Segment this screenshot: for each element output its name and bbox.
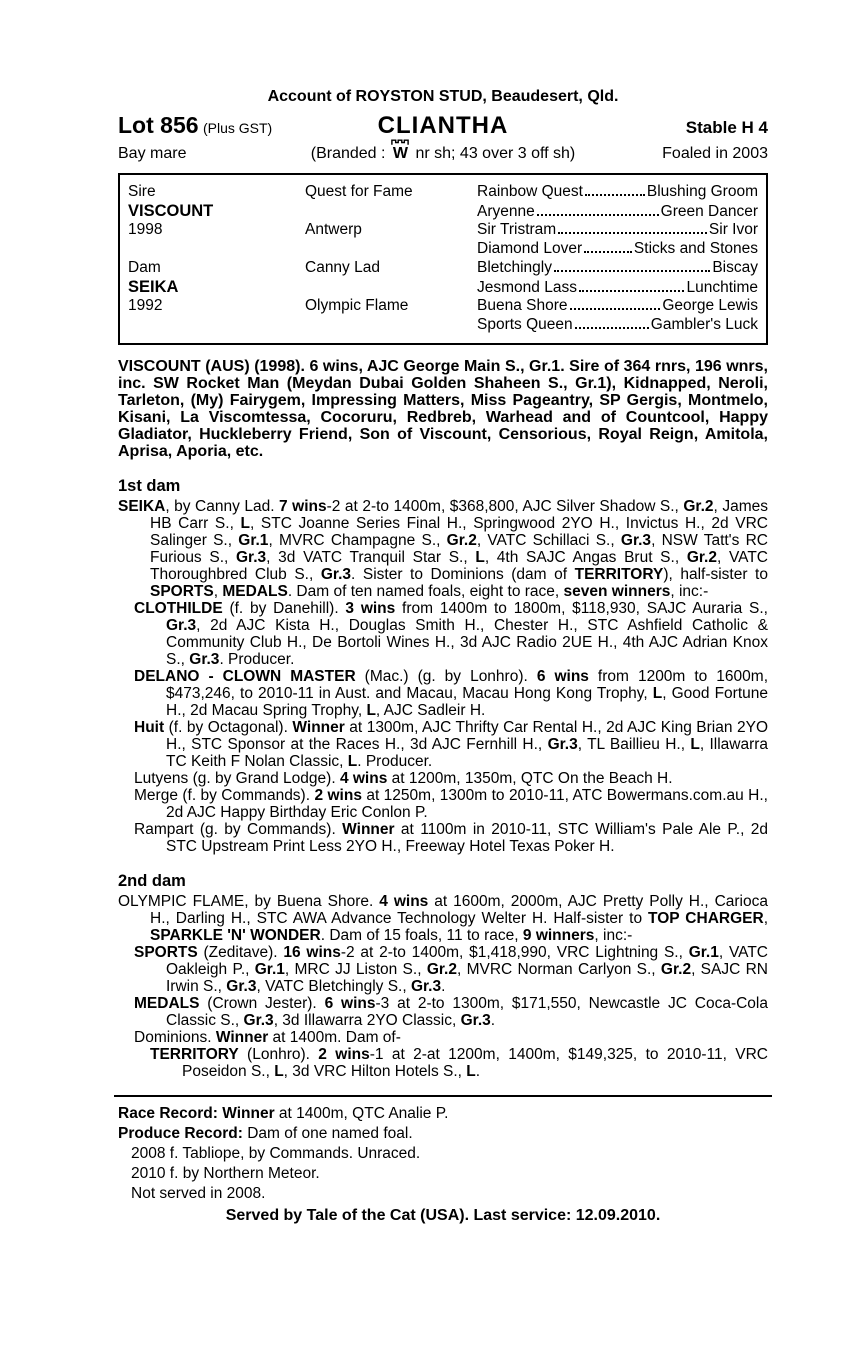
brand-prefix: (Branded : xyxy=(310,145,390,162)
seika-paragraph: SEIKA, by Canny Lad. 7 wins-2 at 2-to 1400m, $368,800, AJC Silver Shadow S., Gr.2, James HB Carr S., L, STC Joanne Series Final H., Springwood 2YO H., Invictus H., 2d VRC Salinger S., Gr.1, MVRC Champagne S., Gr.2, VATC Schillaci S., Gr.3, NSW Tatt's RC Furious S., Gr.3, 3d VATC Tranquil Star S., L, 4th SAJC Angas Brut S., Gr.2, VATC Thoroughbred Club S., Gr.3. Sister to Dominions (dam of TERRITORY), half-sister to SPORTS, MEDALS. Dam of ten named foals, eight to race, seven winners, inc:- xyxy=(118,498,769,600)
pedigree-right-name: Gambler's Luck xyxy=(650,316,758,333)
grandparent-row xyxy=(477,183,758,201)
pedigree-left-name: Sports Queen xyxy=(477,316,573,333)
sire-role-label: Sire xyxy=(128,183,156,200)
pedigree-row xyxy=(128,240,758,259)
sire-year: 1998 xyxy=(128,221,163,238)
medals-paragraph: MEDALS (Crown Jester). 6 wins-3 at 2-to 1300m, $171,550, Newcastle JC Coca-Cola Classic S., Gr.3, 3d Illawarra 2YO Classic, Gr.3. xyxy=(134,995,768,1029)
dam-sire-name: Canny Lad xyxy=(305,259,380,276)
pedigree-right-name: Sir Ivor xyxy=(708,221,758,238)
second-dam-heading: 2nd dam xyxy=(118,872,186,890)
pedigree-left-name: Aryenne xyxy=(477,203,535,220)
pedigree-row xyxy=(128,202,758,221)
grandparent-row xyxy=(477,221,758,239)
territory-paragraph: TERRITORY (Lonhro). 2 wins-1 at 2-at 1200m, 1400m, $149,325, to 2010-11, VRC Poseidon S., L, 3d VRC Hilton Hotels S., L. xyxy=(150,1046,768,1080)
leader-dots xyxy=(584,251,632,253)
produce-record-line: Produce Record: Dam of one named foal. xyxy=(118,1125,413,1142)
pedigree-left-name: Buena Shore xyxy=(477,297,568,314)
leader-dots xyxy=(537,214,659,216)
plus-gst-label: (Plus GST) xyxy=(202,120,273,136)
pedigree-left-name: Jesmond Lass xyxy=(477,279,577,296)
leader-dots xyxy=(558,232,707,234)
pedigree-right-name: Sticks and Stones xyxy=(633,240,758,257)
leader-dots xyxy=(575,327,649,329)
sports-paragraph: SPORTS (Zeditave). 16 wins-2 at 2-to 1400m, $1,418,990, VRC Lightning S., Gr.1, VATC Oakleigh P., Gr.1, MRC JJ Liston S., Gr.2, MVRC Norman Carlyon S., Gr.2, SAJC RN Irwin S., Gr.3, VATC Bletchingly S., Gr.3. xyxy=(134,944,768,995)
pedigree-right-name: Biscay xyxy=(712,259,758,276)
grandparent-row xyxy=(477,203,758,221)
header xyxy=(118,88,768,163)
grandparent-row xyxy=(477,259,758,277)
produce-foal-line: 2008 f. Tabliope, by Commands. Unraced. xyxy=(131,1145,421,1162)
grandparent-row xyxy=(477,297,758,315)
brand-suffix: nr sh; 43 over 3 off sh) xyxy=(411,145,576,162)
dam-role-label: Dam xyxy=(128,259,161,276)
pedigree-left-name: Bletchingly xyxy=(477,259,552,276)
brand-letter: W xyxy=(392,145,409,162)
leader-dots xyxy=(585,194,645,196)
grandparent-row xyxy=(477,316,758,334)
dam-dam-name: Olympic Flame xyxy=(305,297,409,314)
crown-brand-icon xyxy=(391,139,409,145)
dam-name: SEIKA xyxy=(128,278,179,296)
account-line: Account of ROYSTON STUD, Beaudesert, Qld. xyxy=(267,88,619,105)
dominions-paragraph: Dominions. Winner at 1400m. Dam of- xyxy=(134,1029,401,1046)
colour-sex: Bay mare xyxy=(118,145,187,162)
pedigree-row xyxy=(128,278,758,297)
pedigree-row xyxy=(128,183,758,202)
grandparent-row xyxy=(477,279,758,297)
pedigree-right-name: Blushing Groom xyxy=(646,183,758,200)
produce-foal-line: 2010 f. by Northern Meteor. xyxy=(131,1165,320,1182)
rampart-paragraph: Rampart (g. by Commands). Winner at 1100m in 2010-11, STC William's Pale Ale P., 2d STC Upstream Print Less 2YO H., Freeway Hotel Texas Poker H. xyxy=(134,821,769,855)
pedigree-row xyxy=(128,259,758,278)
pedigree-right-name: Green Dancer xyxy=(660,203,758,220)
pedigree-table xyxy=(118,173,768,345)
pedigree-row xyxy=(128,316,758,335)
grandparent-row xyxy=(477,240,758,258)
produce-foal-line: Not served in 2008. xyxy=(131,1185,266,1202)
leader-dots xyxy=(570,308,661,310)
dam-year: 1992 xyxy=(128,297,163,314)
service-line: Served by Tale of the Cat (USA). Last service: 12.09.2010. xyxy=(225,1207,661,1224)
leader-dots xyxy=(579,290,685,292)
pedigree-row xyxy=(128,221,758,240)
horse-name: CLIANTHA xyxy=(377,112,509,139)
pedigree-left-name: Rainbow Quest xyxy=(477,183,583,200)
second-dam-section xyxy=(118,872,768,1080)
brand-symbol xyxy=(393,145,408,163)
pedigree-right-name: Lunchtime xyxy=(686,279,758,296)
sire-sire-name: Quest for Fame xyxy=(305,183,413,200)
pedigree-right-name: George Lewis xyxy=(662,297,758,314)
catalog-page xyxy=(118,0,768,1226)
delano-clown-master-paragraph: DELANO - CLOWN MASTER (Mac.) (g. by Lonhro). 6 wins from 1200m to 1600m, $473,246, to 2010-11 in Aust. and Macau, Macau Hong Kong Trophy, L, Good Fortune H., 2d Macau Spring Trophy, L, AJC Sadleir H. xyxy=(134,668,768,719)
record-section xyxy=(118,1104,768,1226)
info-row xyxy=(118,145,768,163)
pedigree-left-name: Diamond Lover xyxy=(477,240,583,257)
first-dam-section xyxy=(118,477,768,855)
record-divider xyxy=(114,1095,772,1097)
lot-block xyxy=(118,112,328,139)
pedigree-left-name: Sir Tristram xyxy=(477,221,557,238)
merge-paragraph: Merge (f. by Commands). 2 wins at 1250m, 1300m to 2010-11, ATC Bowermans.com.au H., 2d AJC Happy Birthday Eric Conlon P. xyxy=(134,787,768,821)
brand-line xyxy=(268,145,618,163)
clothilde-paragraph: CLOTHILDE (f. by Danehill). 3 wins from 1400m to 1800m, $118,930, SAJC Auraria S., Gr.3, 2d AJC Kista H., Douglas Smith H., Chester H., STC Ashfield Catholic & Community Club H., De Bortoli Wines H., 3d AJC Radio 2UE H., 4th AJC Adrian Knox S., Gr.3. Producer. xyxy=(134,600,768,668)
lot-row xyxy=(118,112,768,140)
lot-number: Lot 856 xyxy=(118,112,199,138)
race-record-line: Race Record: Winner at 1400m, QTC Analie P. xyxy=(118,1105,449,1122)
sire-dam-name: Antwerp xyxy=(305,221,362,238)
pedigree-row xyxy=(128,297,758,316)
leader-dots xyxy=(554,270,710,272)
foaled-label: Foaled in 2003 xyxy=(662,145,768,162)
huit-paragraph: Huit (f. by Octagonal). Winner at 1300m, AJC Thrifty Car Rental H., 2d AJC King Brian 2YO H., STC Sponsor at the Races H., 3d AJC Fernhill H., Gr.3, TL Baillieu H., L, Illawarra TC Keith F Nolan Classic, L. Producer. xyxy=(134,719,769,770)
first-dam-heading: 1st dam xyxy=(118,477,181,495)
stable-label: Stable H 4 xyxy=(685,118,768,137)
lutyens-paragraph: Lutyens (g. by Grand Lodge). 4 wins at 1200m, 1350m, QTC On the Beach H. xyxy=(134,770,673,787)
olympic-flame-paragraph: OLYMPIC FLAME, by Buena Shore. 4 wins at 1600m, 2000m, AJC Pretty Polly H., Carioca H., Darling H., STC AWA Advance Technology Welter H. Half-sister to TOP CHARGER, SPARKLE 'N' WONDER. Dam of 15 foals, 11 to race, 9 winners, inc:- xyxy=(118,893,768,944)
sire-name: VISCOUNT xyxy=(128,202,214,220)
sire-summary: VISCOUNT (AUS) (1998). 6 wins, AJC George Main S., Gr.1. Sire of 364 rnrs, 196 wnrs, inc. SW Rocket Man (Meydan Dubai Golden Shaheen S., Gr.1), Kidnapped, Neroli, Tarleton, (My) Fairygem, Impressing Matters, Miss Pageantry, SP Gergis, Montmelo, Kisani, La Viscomtessa, Cocoruru, Redbreb, Warhead and of Countcool, Happy Gladiator, Huckleberry Friend, Son of Viscount, Censorious, Royal Reign, Amitola, Aprisa, Aporia, etc. xyxy=(118,358,768,460)
